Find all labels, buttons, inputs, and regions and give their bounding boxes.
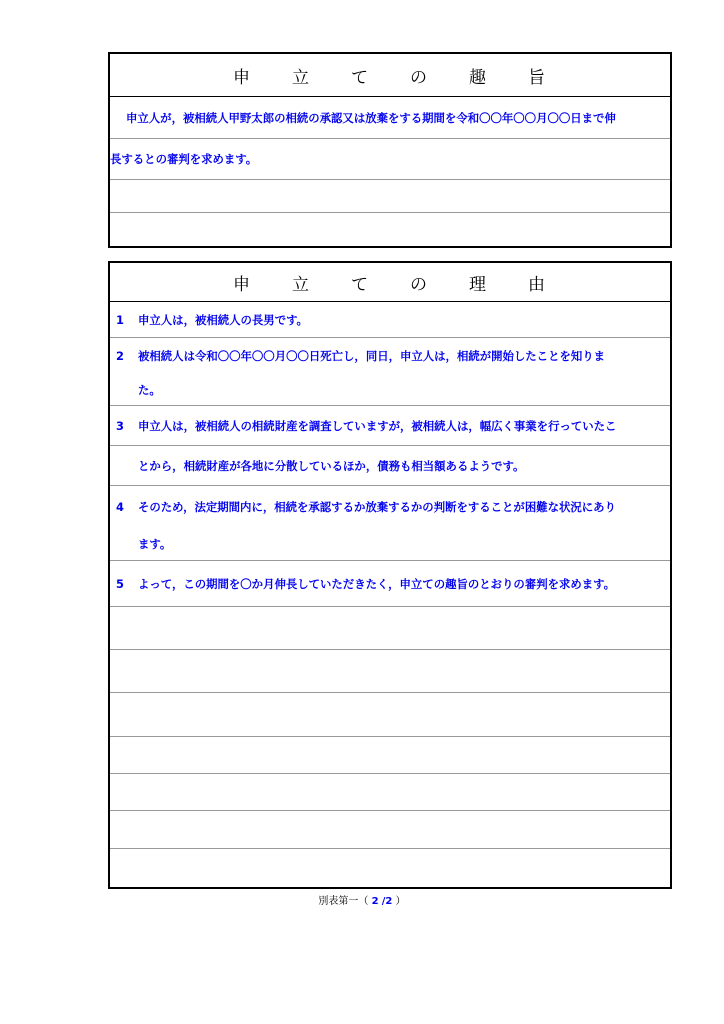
purpose-text: 長するとの審判を求めます。 [110, 152, 258, 166]
reason-text: た。 [138, 382, 161, 397]
item-number: 4 [116, 500, 124, 514]
title-char: 立 [292, 274, 311, 295]
footer-close: ） [395, 896, 406, 907]
reason-box [108, 261, 672, 889]
purpose-title [110, 54, 670, 97]
reason-text: 申立人は，被相続人の長男です。 [138, 312, 308, 327]
reason-line [110, 528, 670, 561]
purpose-line [110, 139, 670, 180]
title-char: の [410, 274, 429, 295]
title-char: 旨 [528, 67, 547, 88]
blank-line [110, 650, 670, 693]
blank-line [110, 737, 670, 774]
reason-text: よって，この期間を〇か月伸長していただきたく，申立ての趣旨のとおりの審判を求めます。 [138, 576, 616, 591]
blank-line [110, 693, 670, 737]
reason-text: ます。 [138, 537, 172, 551]
item-number: 3 [116, 418, 124, 433]
title-char: の [410, 67, 429, 88]
title-char: 趣 [469, 67, 488, 88]
title-char: て [351, 67, 370, 88]
reason-line [110, 302, 670, 338]
title-char: 由 [528, 274, 547, 295]
blank-line [110, 213, 670, 245]
title-char: 立 [292, 67, 311, 88]
reason-line [110, 338, 670, 374]
reason-text: 被相続人は令和〇〇年〇〇月〇〇日死亡し，同日，申立人は，相続が開始したことを知りま [138, 349, 606, 363]
item-number: 2 [116, 349, 124, 363]
reason-text: そのため，法定期間内に，相続を承認するか放棄するかの判断をすることが困難な状況にあり [138, 500, 616, 514]
reason-title [110, 263, 670, 302]
blank-line [110, 811, 670, 849]
reason-line [110, 374, 670, 406]
blank-line [110, 180, 670, 213]
title-char: 申 [233, 274, 252, 295]
page-separator: / [381, 896, 386, 907]
blank-line [110, 774, 670, 811]
page-total: 2 [385, 896, 393, 907]
title-char: 理 [469, 274, 488, 295]
page-number: 2 [371, 896, 379, 907]
reason-text: 申立人は，被相続人の相続財産を調査していますが，被相続人は，幅広く事業を行っていたこ [138, 418, 617, 433]
purpose-box [108, 52, 672, 248]
purpose-text: 申立人が，被相続人甲野太郎の相続の承認又は放棄をする期間を令和〇〇年〇〇月〇〇日まで伸 [126, 110, 616, 125]
page-footer [0, 892, 724, 907]
footer-label: 別表第一（ [318, 896, 369, 907]
reason-line [110, 406, 670, 446]
item-number: 5 [116, 576, 124, 591]
reason-line [110, 561, 670, 607]
reason-text: とから，相続財産が各地に分散しているほか，債務も相当額あるようです。 [138, 458, 525, 473]
item-number: 1 [116, 312, 124, 327]
blank-line [110, 849, 670, 887]
title-char: 申 [233, 67, 252, 88]
blank-line [110, 607, 670, 650]
purpose-line [110, 97, 670, 139]
reason-line [110, 446, 670, 486]
reason-line [110, 486, 670, 528]
title-char: て [351, 274, 370, 295]
